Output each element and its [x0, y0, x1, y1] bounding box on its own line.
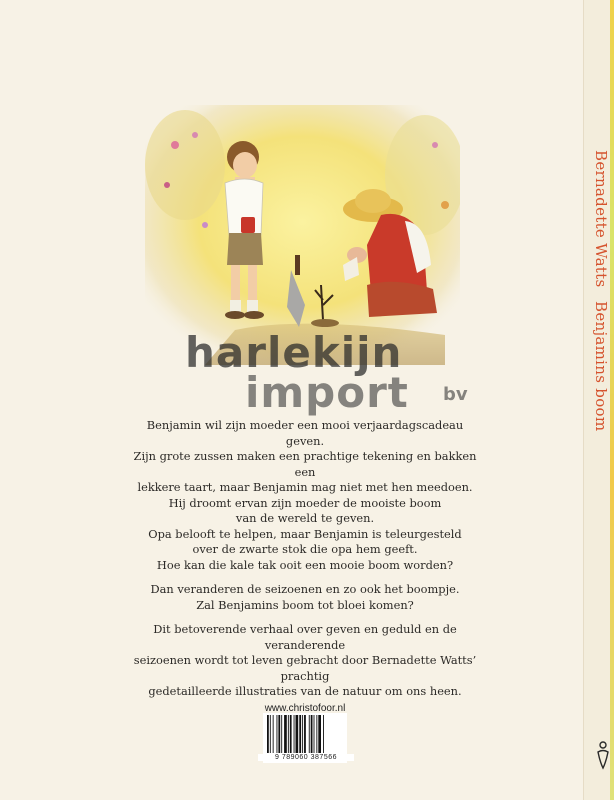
blurb-line: over de zwarte stok die opa hem geeft.	[192, 542, 418, 556]
watermark-suffix: bv	[443, 384, 468, 405]
watermark	[185, 328, 485, 418]
cover-illustration	[145, 105, 460, 365]
spine-author: Bernadette Watts	[592, 150, 610, 288]
blurb-line: lekkere taart, maar Benjamin mag niet met hen meedoen.	[137, 480, 473, 494]
blurb-line: van de wereld te geven.	[235, 511, 375, 525]
publisher-logo-icon	[595, 740, 611, 770]
publisher-url: www.christofoor.nl	[264, 703, 346, 714]
blurb-line: Zal Benjamins boom tot bloei komen?	[196, 597, 414, 612]
blurb-line: Opa belooft te helpen, maar Benjamin is teleurgesteld	[148, 526, 462, 541]
watermark-line1: harlekijn	[185, 328, 403, 377]
spine-title: Benjamins boom	[592, 301, 610, 432]
blurb-line: Dit betoverende verhaal over geven en geduld en de veranderende	[153, 622, 457, 652]
spine-edge-artwork	[610, 0, 614, 800]
blurb-line: Zijn grote zussen maken een prachtige tekening en bakken een	[133, 449, 477, 479]
blurb-line: gedetailleerde illustraties van de natuur om ons heen.	[148, 684, 462, 698]
back-cover-blurb	[130, 418, 480, 700]
blurb-line: Hij droomt ervan zijn moeder de mooiste boom	[168, 495, 442, 510]
blurb-line: Dan veranderen de seizoenen en zo ook het boompje.	[150, 582, 460, 596]
blurb-line: seizoenen wordt tot leven gebracht door Bernadette Watts’ prachtig	[133, 653, 477, 683]
isbn-number: 9 789060 387566	[258, 754, 354, 761]
watermark-line2: import	[245, 368, 409, 417]
spine-label	[592, 150, 610, 432]
blurb-line: Hoe kan die kale tak ooit een mooie boom worden?	[156, 557, 454, 572]
blurb-line: Benjamin wil zijn moeder een mooi verjaardagscadeau geven.	[146, 418, 464, 448]
